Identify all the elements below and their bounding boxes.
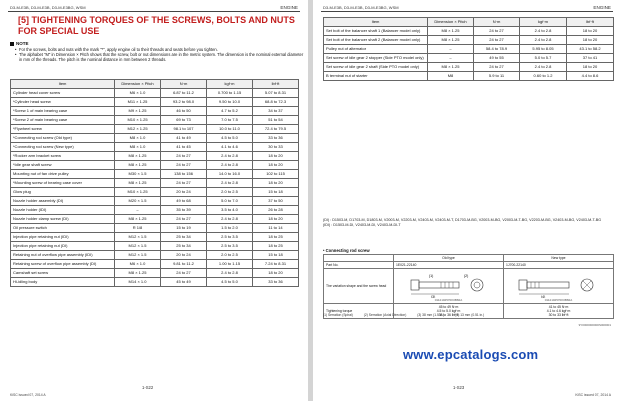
running-header-left: D3-M-E3B, D3-M-E3B, D3-M-E3BG, WSM	[10, 5, 86, 10]
figure-code: 9Y0000000000S000001	[578, 323, 611, 327]
cell-lbfft: 18 to 20	[567, 63, 614, 72]
torque-new-lbfft: 30 to 33 lbf·ft	[548, 313, 569, 317]
table-row	[324, 45, 614, 54]
cell-kgfm: 4.7 to 5.2	[207, 107, 253, 116]
part-new: 1J700-22140	[504, 262, 614, 269]
cell-lbfft: 18 to 25	[253, 233, 299, 242]
cell-nm: 58.4 to 78.9	[474, 45, 520, 54]
col-old-type: Old type	[394, 255, 504, 262]
cell-kgfm: 4.5 to 5.0	[207, 134, 253, 143]
cell-nm: 24 to 27	[161, 215, 207, 224]
part-old: 1E021-22140	[394, 262, 504, 269]
table-row	[11, 188, 299, 197]
table-row	[11, 89, 299, 98]
col-header-item: Item	[11, 80, 115, 89]
cell-kgfm: 10.0 to 11.0	[207, 125, 253, 134]
table-row	[11, 269, 299, 278]
cell-kgfm: 3.5 to 4.0	[207, 206, 253, 215]
cell-nm: 35 to 39	[161, 206, 207, 215]
table-row	[11, 116, 299, 125]
cell-item: Oil pressure switch	[11, 224, 115, 233]
cell-dimension: M14 × 1.0	[115, 278, 161, 287]
cell-lbfft: 18 to 20	[567, 27, 614, 36]
cell-lbfft: 68.8 to 72.3	[253, 98, 299, 107]
cell-lbfft: 34 to 37	[253, 107, 299, 116]
model-applicability-note: (DI) : D1503-M, D1703-M, D1803-M, V2003-M, V2203-M, V2403-M, V2403-M-T, D1703-M-BG, V2003-M-BG, V2003-M-T-BG, V2203-M-BG, V2403-M-BG, V2403-M-T-BG (IDI) : D1503-M-DI, V2403-M-DI, V2403-M-DI-T	[323, 218, 602, 227]
cr-shape-row	[324, 269, 614, 304]
cell-dimension: M8 × 1.25	[428, 63, 474, 72]
cell-item: Nozzle holder assembly (DI)	[11, 197, 115, 206]
cr-part-row	[324, 262, 614, 269]
new-figure-code: 0112102570K0B82A	[544, 298, 573, 302]
cell-dimension: M8 × 1.25	[115, 269, 161, 278]
table-row	[11, 242, 299, 251]
cell-lbfft: 5.07 to 8.31	[253, 89, 299, 98]
cell-dimension: M10 × 1.25	[115, 116, 161, 125]
cell-lbfft: 51 to 54	[253, 116, 299, 125]
cell-dimension: –	[428, 45, 474, 54]
table-header-row	[11, 80, 299, 89]
cell-lbfft: 7.24 to 8.31	[253, 260, 299, 269]
table-row	[11, 98, 299, 107]
cell-item: Retaining nut of overflow pipe assembly (IDI)	[11, 251, 115, 260]
cell-nm: 20 to 24	[161, 188, 207, 197]
cell-kgfm: 2.4 to 2.8	[207, 215, 253, 224]
cell-nm: 9.81 to 11.2	[161, 260, 207, 269]
callout-mark: (3)	[430, 295, 435, 298]
table-row	[11, 125, 299, 134]
col-header-lbfft: lbf·ft	[567, 18, 614, 27]
cell-nm: 24 to 27	[161, 269, 207, 278]
cell-item: Mounting nut of fan drive pulley	[11, 170, 115, 179]
table-row	[324, 36, 614, 45]
table-row	[324, 54, 614, 63]
subsection-label: Connecting rod screw	[325, 248, 370, 253]
cell-dimension: M8	[428, 72, 474, 81]
cell-dimension: M30 × 1.5	[115, 170, 161, 179]
cell-kgfm: 0.60 to 1.2	[520, 72, 567, 81]
cell-dimension: M6 × 1.0	[115, 89, 161, 98]
cell-nm: 138 to 156	[161, 170, 207, 179]
cell-nm: 49 to 55	[474, 54, 520, 63]
cell-item: *Cylinder head screw	[11, 98, 115, 107]
cell-kgfm: 2.4 to 2.8	[520, 36, 567, 45]
cell-kgfm: 2.5 to 3.5	[207, 233, 253, 242]
cell-kgfm: 2.0 to 2.5	[207, 251, 253, 260]
table-header-row	[324, 18, 614, 27]
cell-nm: 24 to 27	[474, 27, 520, 36]
cell-item: Set bolt of the balancer shaft 2 (Balancer model only)	[324, 36, 428, 45]
cell-item: Nozzle holder clamp screw (DI)	[11, 215, 115, 224]
cell-dimension: M8 × 1.25	[115, 179, 161, 188]
cell-nm: 93.2 to 98.0	[161, 98, 207, 107]
table-row	[11, 251, 299, 260]
col-header-kgfm: kgf·m	[520, 18, 567, 27]
cell-kgfm: 2.0 to 2.5	[207, 188, 253, 197]
cell-lbfft: 18 to 20	[253, 269, 299, 278]
note-list	[14, 47, 304, 63]
cell-dimension: –	[428, 54, 474, 63]
cell-item: *Screw 2 of main bearing case	[11, 116, 115, 125]
note-item: • For the screws, bolts and nuts with the mark "*", apply engine oil to their threads and seats before you tighten.	[19, 47, 304, 52]
cell-lbfft: 33 to 36	[253, 278, 299, 287]
bullet-icon: •	[323, 248, 326, 253]
cell-dimension: M6 × 1.0	[115, 260, 161, 269]
cell-nm: 24 to 27	[161, 179, 207, 188]
table-row	[11, 107, 299, 116]
section-title: [5] TIGHTENING TORQUES OF THE SCREWS, BOLTS AND NUTS FOR SPECIAL USE	[18, 15, 295, 36]
cell-lbfft: 37 to 50	[253, 197, 299, 206]
cell-nm: 69 to 73	[161, 116, 207, 125]
cell-lbfft: 18 to 20	[253, 215, 299, 224]
cell-item: *Connecting rod screw (Old type)	[11, 134, 115, 143]
running-header-right: ENGINE	[280, 5, 298, 10]
cell-nm: 41 to 45	[161, 143, 207, 152]
table-row	[11, 224, 299, 233]
cell-dimension: M20 × 1.5	[115, 197, 161, 206]
cell-dimension: M8 × 1.0	[115, 143, 161, 152]
old-screw-drawing	[394, 269, 504, 304]
part-label: Part No.	[324, 262, 394, 269]
cell-item: Injection pipe retaining nut (IDI)	[11, 233, 115, 242]
legend-item: (4) 13 mm (0.51 in.)	[455, 313, 485, 317]
cell-nm: 24 to 27	[474, 63, 520, 72]
cell-nm: 6.87 to 11.2	[161, 89, 207, 98]
issue-note: KiSC issued 07, 2014 A	[575, 393, 611, 397]
cell-kgfm: 1.5 to 2.0	[207, 224, 253, 233]
cr-header-row	[324, 255, 614, 262]
torque-old-kgfm: 4.5 to 5.0 kgf·m	[436, 309, 461, 313]
cell-dimension: M10 × 1.25	[115, 188, 161, 197]
new-screw-diagram	[511, 270, 607, 298]
cell-item: *Mounting screw of bearing case cover	[11, 179, 115, 188]
table-row	[11, 197, 299, 206]
cell-nm: 24 to 27	[474, 36, 520, 45]
callout-mark: (2)	[463, 274, 468, 278]
old-figure-code: 0112102570K0B82A	[434, 298, 463, 302]
cell-kgfm: 1.00 to 1.15	[207, 260, 253, 269]
cell-lbfft: 18 to 20	[253, 179, 299, 188]
cell-kgfm: 14.0 to 16.0	[207, 170, 253, 179]
cell-lbfft: 15 to 18	[253, 188, 299, 197]
cell-kgfm: 2.4 to 2.8	[207, 161, 253, 170]
left-page	[0, 0, 308, 401]
cell-lbfft: 37 to 41	[567, 54, 614, 63]
shape-label: The variation shape and the screw head	[324, 269, 394, 304]
cell-lbfft: 102 to 115	[253, 170, 299, 179]
cell-kgfm: 2.4 to 2.8	[520, 63, 567, 72]
cell-dimension: M12 × 1.5	[115, 251, 161, 260]
cell-item: *Flywheel screw	[11, 125, 115, 134]
table-row	[11, 278, 299, 287]
right-page	[313, 0, 621, 401]
cell-lbfft: 18 to 20	[567, 36, 614, 45]
cell-kgfm: 4.5 to 5.0	[207, 278, 253, 287]
page-number: 1-S22	[142, 385, 154, 390]
torque-new-nm: 41 to 45 N·m	[548, 305, 569, 309]
cell-lbfft: 30 to 33	[253, 143, 299, 152]
old-screw-diagram	[401, 270, 497, 298]
col-header-kgfm: kgf·m	[207, 80, 253, 89]
cell-dimension: R 1/8	[115, 224, 161, 233]
table-row	[324, 72, 614, 81]
cell-lbfft: 11 to 14	[253, 224, 299, 233]
header-rule	[8, 11, 300, 12]
cell-dimension: M8 × 1.25	[115, 215, 161, 224]
table-row	[11, 233, 299, 242]
cell-lbfft: 4.4 to 8.6	[567, 72, 614, 81]
cell-item: Set screw of idle gear 2 shaft (Side PTO model only)	[324, 63, 428, 72]
cell-dimension: M12 × 1.25	[115, 125, 161, 134]
callout-mark: (1)	[428, 274, 433, 278]
cell-lbfft: 26 to 28	[253, 206, 299, 215]
cell-kgfm: 2.4 to 2.8	[207, 152, 253, 161]
table-row	[11, 179, 299, 188]
col-header-nm: N·m	[161, 80, 207, 89]
table-row	[11, 143, 299, 152]
watermark-link[interactable]: www.epcatalogs.com	[403, 347, 539, 362]
cell-kgfm: 5.0 to 5.7	[520, 54, 567, 63]
torque-table-body	[11, 89, 299, 287]
cell-item: *Connecting rod screw (New type)	[11, 143, 115, 152]
cell-kgfm: 2.4 to 2.8	[520, 27, 567, 36]
cell-nm: 98.1 to 107	[161, 125, 207, 134]
cell-lbfft: 43.1 to 58.2	[567, 45, 614, 54]
cell-item: Set screw of idle gear 2 stopper (Side PTO model only)	[324, 54, 428, 63]
legend-item: (2) Serration (Axial Direction)	[363, 313, 407, 317]
cell-dimension: M8 × 1.25	[428, 27, 474, 36]
col-header-nm: N·m	[474, 18, 520, 27]
note-label: NOTE	[16, 41, 29, 46]
cell-item: *Idle gear shaft screw	[11, 161, 115, 170]
header-rule	[321, 11, 613, 12]
connecting-rod-screw-heading	[323, 248, 370, 253]
legend-item: (3) 38 mm (1.5 in.)	[417, 313, 445, 317]
cell-nm: 24 to 27	[161, 152, 207, 161]
cell-item: Pulley nut of alternator	[324, 45, 428, 54]
cell-lbfft: 33 to 36	[253, 134, 299, 143]
note-square-icon	[10, 42, 14, 46]
table-row	[11, 161, 299, 170]
cell-kgfm: 7.0 to 7.5	[207, 116, 253, 125]
cell-item: Camshaft set screw	[11, 269, 115, 278]
cell-dimension: M11 × 1.25	[115, 98, 161, 107]
cell-lbfft: 15 to 18	[253, 251, 299, 260]
torque-table	[10, 79, 299, 287]
cell-nm: 46 to 50	[161, 107, 207, 116]
cell-item: Set bolt of the balancer shaft 1 (Balancer model only)	[324, 27, 428, 36]
cell-item: *Rocker arm bracket screw	[11, 152, 115, 161]
cell-nm: 45 to 49	[161, 278, 207, 287]
tighten-label: Tightening torque	[324, 304, 394, 319]
cell-dimension: M8 × 1.0	[115, 134, 161, 143]
cell-item: Cylinder head cover screw	[11, 89, 115, 98]
cell-dimension: M9 × 1.25	[115, 107, 161, 116]
table-row	[11, 134, 299, 143]
callout-mark: (4)	[540, 295, 545, 298]
legend-item: (1) Serration (Spiral)	[323, 313, 353, 317]
cell-item: Hi-idling body	[11, 278, 115, 287]
torque-new-kgfm: 4.1 to 4.6 kgf·m	[546, 309, 571, 313]
cell-nm: 24 to 27	[161, 161, 207, 170]
torque-old-lbfft: 33 to 36 lbf·ft	[438, 313, 459, 317]
table-row	[324, 27, 614, 36]
cell-lbfft: 72.4 to 79.5	[253, 125, 299, 134]
cell-dimension: M8 × 1.25	[428, 36, 474, 45]
table-row	[11, 170, 299, 179]
running-header-right: ENGINE	[593, 5, 611, 10]
cell-dimension: –	[115, 206, 161, 215]
cell-lbfft: 18 to 25	[253, 242, 299, 251]
cell-nm: 15 to 19	[161, 224, 207, 233]
torque-old-nm: 45 to 49 N·m	[438, 305, 459, 309]
new-screw-drawing	[504, 269, 614, 304]
cell-nm: 25 to 34	[161, 242, 207, 251]
page-number: 1-S23	[453, 385, 465, 390]
cell-kgfm: 2.5 to 3.5	[207, 242, 253, 251]
cell-nm: 25 to 34	[161, 233, 207, 242]
table-row	[11, 152, 299, 161]
cell-kgfm: 9.50 to 10.0	[207, 98, 253, 107]
col-header-dimension: Dimension × Pitch	[115, 80, 161, 89]
cell-item: Retaining screw of overflow pipe assembly (DI)	[11, 260, 115, 269]
table-row	[324, 63, 614, 72]
cell-nm: 20 to 24	[161, 251, 207, 260]
cell-kgfm: 2.4 to 2.8	[207, 269, 253, 278]
cell-kgfm: 0.700 to 1.15	[207, 89, 253, 98]
table-row	[11, 206, 299, 215]
figure-legend	[323, 313, 613, 317]
cell-kgfm: 2.4 to 2.8	[207, 179, 253, 188]
cell-nm: 49 to 68	[161, 197, 207, 206]
col-new-type: New type	[504, 255, 614, 262]
col-header-lbfft: lbf·ft	[253, 80, 299, 89]
cell-lbfft: 18 to 20	[253, 161, 299, 170]
connecting-rod-table	[323, 254, 614, 319]
cell-item: Injection pipe retaining nut (DI)	[11, 242, 115, 251]
cell-item: Glow plug	[11, 188, 115, 197]
col-header-item: Item	[324, 18, 428, 27]
cell-lbfft: 18 to 20	[253, 152, 299, 161]
col-header-dimension: Dimension × Pitch	[428, 18, 474, 27]
cell-nm: 5.9 to 11	[474, 72, 520, 81]
torque-table-continued	[323, 17, 614, 81]
cell-dimension: M12 × 1.5	[115, 242, 161, 251]
cell-kgfm: 5.95 to 8.05	[520, 45, 567, 54]
torque-table-body	[324, 27, 614, 81]
running-header-left: D3-M-E3B, D3-M-E3B, D3-M-E3BG, WSM	[323, 5, 399, 10]
cell-dimension: M8 × 1.25	[115, 152, 161, 161]
cell-item: *Screw 1 of main bearing case	[11, 107, 115, 116]
cell-dimension: M8 × 1.25	[115, 161, 161, 170]
cell-kgfm: 5.0 to 7.0	[207, 197, 253, 206]
table-row	[11, 215, 299, 224]
cell-dimension: M12 × 1.5	[115, 233, 161, 242]
note-item: • The alphabet "M" in Dimension × Pitch shows that the screw, bolt or nut dimensions are in the metric system. The dimension is the nominal external diameter in mm of the threads. The pitch is the nominal distance in mm between 2 threads.	[19, 52, 304, 62]
table-row	[11, 260, 299, 269]
cell-item: Nozzle holder (IDI)	[11, 206, 115, 215]
cell-item: B terminal nut of starter	[324, 72, 428, 81]
cell-kgfm: 4.1 to 4.6	[207, 143, 253, 152]
note-heading	[10, 41, 29, 46]
cell-nm: 41 to 49	[161, 134, 207, 143]
issue-note: KiSC issued 07, 2014 A	[10, 393, 46, 397]
